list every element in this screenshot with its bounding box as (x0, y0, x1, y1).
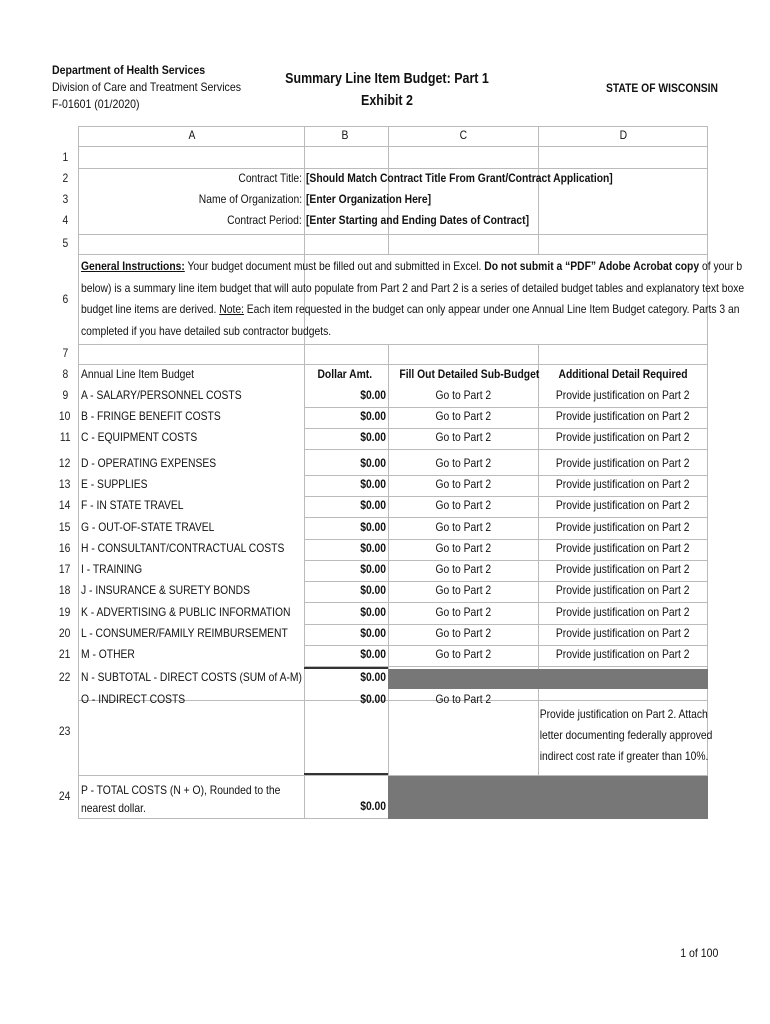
row-divider (304, 496, 708, 497)
table-row (52, 605, 708, 623)
total-row (52, 799, 708, 817)
row-divider (304, 449, 708, 450)
row-divider (304, 602, 708, 603)
line-item-amount[interactable]: $0.00 (360, 520, 386, 534)
additional-detail: Provide justification on Part 2 (556, 409, 690, 423)
instructions-text: Your budget document must be filled out and submitted in Excel. (184, 259, 485, 273)
row-number: 11 (59, 430, 71, 444)
row-number: 13 (59, 477, 71, 491)
organization-field[interactable]: [Enter Organization Here] (306, 192, 432, 206)
line-item-amount[interactable]: $0.00 (360, 430, 386, 444)
line-item-label: F - IN STATE TRAVEL (81, 498, 184, 512)
row-number: 1 (62, 150, 68, 164)
additional-detail: Provide justification on Part 2 (556, 647, 690, 661)
row-number: 21 (59, 647, 71, 661)
page-number: 1 of 100 (679, 946, 718, 960)
contract-title-field[interactable]: [Should Match Contract Title From Grant/Contract Application] (306, 171, 613, 185)
line-item-amount[interactable]: $0.00 (360, 456, 386, 470)
header-sub-budget: Fill Out Detailed Sub-Budget (399, 367, 540, 381)
line-item-label: L - CONSUMER/FAMILY REIMBURSEMENT (81, 626, 288, 640)
line-item-label: K - ADVERTISING & PUBLIC INFORMATION (81, 605, 291, 619)
row-number: 17 (59, 562, 71, 576)
general-instructions (81, 256, 745, 342)
sub-budget-link[interactable]: Go to Part 2 (435, 498, 491, 512)
line-item-amount[interactable]: $0.00 (360, 583, 386, 597)
sub-budget-link[interactable]: Go to Part 2 (435, 583, 491, 597)
indirect-label: O - INDIRECT COSTS (81, 692, 186, 706)
contract-title-row (52, 171, 708, 189)
row-number: 4 (62, 213, 68, 227)
header-dollar-amt: Dollar Amt. (317, 367, 373, 381)
line-item-label: D - OPERATING EXPENSES (81, 456, 217, 470)
additional-detail: Provide justification on Part 2 (556, 388, 690, 402)
header-left (52, 62, 241, 113)
row-divider (304, 407, 708, 408)
table-row (52, 583, 708, 601)
row-divider (304, 428, 708, 429)
form-id: F-01601 (01/2020) (52, 97, 140, 111)
row-number: 10 (59, 409, 71, 423)
sub-budget-link[interactable]: Go to Part 2 (435, 388, 491, 402)
contract-title-label: Contract Title: (238, 171, 302, 185)
state-label: STATE OF WISCONSIN (606, 81, 718, 95)
line-item-label: J - INSURANCE & SURETY BONDS (81, 583, 250, 597)
additional-detail: Provide justification on Part 2 (556, 520, 690, 534)
column-header-row (52, 128, 708, 146)
row-number: 22 (59, 670, 71, 684)
row-number: 3 (62, 192, 68, 206)
additional-detail: Provide justification on Part 2 (556, 562, 690, 576)
row-divider (304, 645, 708, 646)
table-row (52, 520, 708, 538)
sub-budget-link[interactable]: Go to Part 2 (435, 456, 491, 470)
organization-label: Name of Organization: (198, 192, 302, 206)
row-number: 15 (59, 520, 71, 534)
row-number: 12 (59, 456, 71, 470)
table-header-row (52, 367, 708, 385)
table-row (52, 498, 708, 516)
row-number: 7 (62, 346, 68, 360)
line-item-label: C - EQUIPMENT COSTS (81, 430, 198, 444)
instructions-text: below) is a summary line item budget that will auto populate from Part 2 and Part 2 is a series of detailed budget tables and explanatory text boxe (81, 280, 745, 295)
column-d-header: D (619, 128, 627, 142)
contract-period-row (52, 213, 708, 231)
subtotal-row (52, 670, 708, 688)
row-number: 5 (62, 236, 68, 250)
additional-detail: Provide justification on Part 2 (556, 583, 690, 597)
line-item-amount[interactable]: $0.00 (360, 498, 386, 512)
row-number: 9 (62, 388, 68, 402)
line-item-amount[interactable]: $0.00 (360, 647, 386, 661)
contract-period-field[interactable]: [Enter Starting and Ending Dates of Contract] (306, 213, 530, 227)
sub-budget-link[interactable]: Go to Part 2 (435, 541, 491, 555)
title-line1: Summary Line Item Budget: Part 1 (285, 71, 489, 87)
sub-budget-link[interactable]: Go to Part 2 (435, 647, 491, 661)
table-row (52, 626, 708, 644)
column-c-header: C (459, 128, 467, 142)
line-item-amount[interactable]: $0.00 (360, 477, 386, 491)
sub-budget-link[interactable]: Go to Part 2 (435, 626, 491, 640)
table-row (52, 388, 708, 406)
sub-budget-link[interactable]: Go to Part 2 (435, 520, 491, 534)
additional-detail: Provide justification on Part 2 (556, 477, 690, 491)
row-number: 20 (59, 626, 71, 640)
row-divider (304, 666, 708, 667)
sub-budget-link[interactable]: Go to Part 2 (435, 409, 491, 423)
indirect-detail-line: indirect cost rate if greater than 10%. (539, 749, 709, 763)
instructions-text: Each item requested in the budget can only appear under one Annual Line Item Budget category. Parts 3 an (243, 302, 740, 316)
indirect-detail (538, 704, 713, 767)
line-item-amount[interactable]: $0.00 (360, 605, 386, 619)
sub-budget-link[interactable]: Go to Part 2 (435, 605, 491, 619)
row-number: 14 (59, 498, 71, 512)
instructions-note: Note: (219, 302, 244, 316)
table-row (52, 541, 708, 559)
line-item-label: A - SALARY/PERSONNEL COSTS (81, 388, 242, 402)
additional-detail: Provide justification on Part 2 (556, 498, 690, 512)
sub-budget-link[interactable]: Go to Part 2 (435, 562, 491, 576)
row-number: 6 (62, 292, 68, 306)
row-divider (304, 560, 708, 561)
row-number: 23 (59, 724, 71, 738)
line-item-label: G - OUT-OF-STATE TRAVEL (81, 520, 215, 534)
indirect-sub-budget-link[interactable]: Go to Part 2 (435, 692, 491, 706)
line-item-amount[interactable]: $0.00 (360, 388, 386, 402)
column-b-header: B (341, 128, 349, 142)
total-label-line: P - TOTAL COSTS (N + O), Rounded to the (81, 783, 281, 797)
row-number: 16 (59, 541, 71, 555)
sub-budget-link[interactable]: Go to Part 2 (435, 477, 491, 491)
additional-detail: Provide justification on Part 2 (556, 541, 690, 555)
row-number: 24 (59, 789, 71, 803)
row-number: 19 (59, 605, 71, 619)
line-item-amount[interactable]: $0.00 (360, 562, 386, 576)
instructions-text: completed if you have detailed sub contractor budgets. (81, 323, 332, 338)
document-title (280, 68, 495, 112)
column-a-header: A (189, 128, 196, 142)
line-item-label: H - CONSULTANT/CONTRACTUAL COSTS (81, 541, 285, 555)
additional-detail: Provide justification on Part 2 (556, 430, 690, 444)
organization-row (52, 192, 708, 210)
contract-period-label: Contract Period: (227, 213, 302, 227)
row-number: 2 (62, 171, 68, 185)
table-row (52, 562, 708, 580)
row-divider (304, 539, 708, 540)
table-row (52, 456, 708, 474)
total-amount: $0.00 (360, 799, 386, 813)
line-item-label: I - TRAINING (81, 562, 143, 576)
row-divider (304, 624, 708, 625)
additional-detail: Provide justification on Part 2 (556, 626, 690, 640)
table-row (52, 647, 708, 665)
department-name: Department of Health Services (52, 63, 206, 77)
line-item-amount[interactable]: $0.00 (360, 626, 386, 640)
row-divider (304, 475, 708, 476)
instructions-text: budget line items are derived. (81, 302, 220, 316)
instructions-text: of your b (699, 259, 743, 273)
sub-budget-link[interactable]: Go to Part 2 (435, 430, 491, 444)
line-item-label: E - SUPPLIES (81, 477, 148, 491)
header-additional-detail: Additional Detail Required (558, 367, 688, 381)
division-name: Division of Care and Treatment Services (52, 80, 241, 94)
row-number: 8 (62, 367, 68, 381)
table-row (52, 409, 708, 427)
table-row (52, 430, 708, 448)
table-row (52, 477, 708, 495)
line-item-amount[interactable]: $0.00 (360, 409, 386, 423)
header-annual-line-item: Annual Line Item Budget (81, 367, 195, 381)
row-divider (304, 581, 708, 582)
title-line2: Exhibit 2 (361, 93, 413, 109)
indirect-detail-line: letter documenting federally approved (539, 728, 713, 742)
line-item-label: B - FRINGE BENEFIT COSTS (81, 409, 221, 423)
additional-detail: Provide justification on Part 2 (556, 605, 690, 619)
indirect-amount[interactable]: $0.00 (360, 692, 386, 706)
instructions-heading: General Instructions: (81, 259, 185, 273)
line-item-amount[interactable]: $0.00 (360, 541, 386, 555)
instructions-warning: Do not submit a “PDF” Adobe Acrobat copy (484, 259, 700, 273)
indirect-detail-line: Provide justification on Part 2. Attach (539, 707, 708, 721)
additional-detail: Provide justification on Part 2 (556, 456, 690, 470)
subtotal-label: N - SUBTOTAL - DIRECT COSTS (SUM of A-M) (81, 670, 302, 684)
row-divider (304, 517, 708, 518)
subtotal-amount: $0.00 (360, 670, 386, 684)
line-item-label: M - OTHER (81, 647, 135, 661)
row-number: 18 (59, 583, 71, 597)
total-label-line: nearest dollar. (81, 801, 146, 815)
